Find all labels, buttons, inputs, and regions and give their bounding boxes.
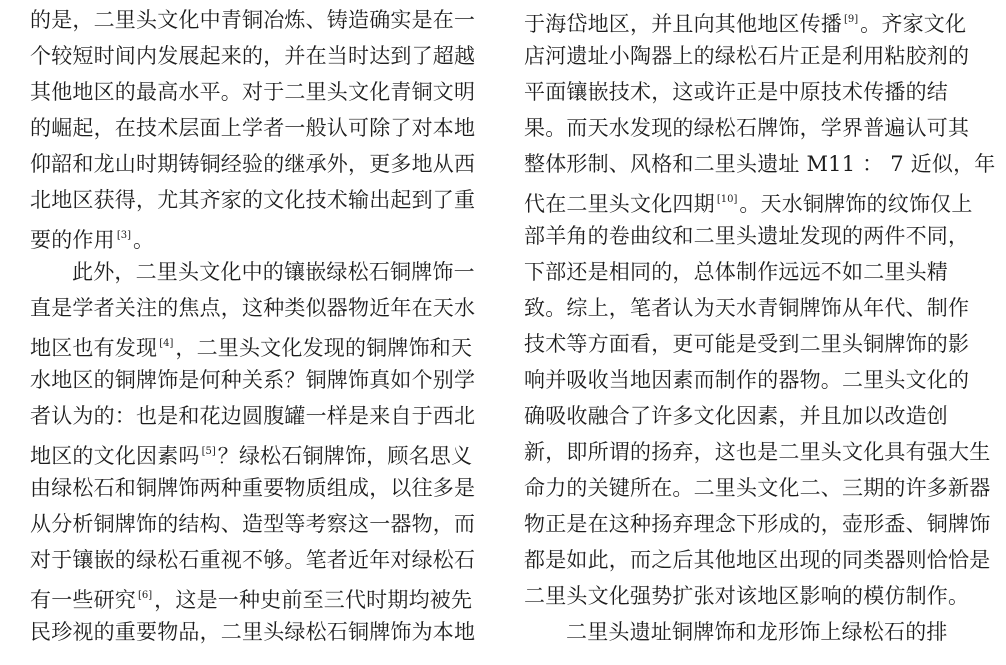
citation-superscript: [10] bbox=[716, 194, 738, 205]
right-column-line bbox=[524, 434, 990, 470]
line-text: 地区也有发现 bbox=[30, 336, 158, 360]
right-column-line bbox=[524, 182, 973, 218]
right-column-line bbox=[524, 542, 990, 578]
left-column-line bbox=[30, 542, 475, 578]
line-text: 者认为的：也是和花边圆腹罐一样是来自于西北 bbox=[30, 404, 476, 428]
right-column-line bbox=[524, 110, 969, 146]
left-column-line bbox=[30, 110, 475, 146]
line-text: 技术等方面看，更可能是受到二里头铜牌饰的影 bbox=[524, 332, 970, 356]
line-text-continued: 。天水铜牌饰的纹饰仅上 bbox=[739, 192, 973, 216]
right-column-line bbox=[524, 506, 990, 542]
left-column-line bbox=[30, 254, 475, 290]
left-column-line bbox=[30, 38, 475, 74]
citation-superscript: [6] bbox=[138, 590, 153, 601]
right-column-line bbox=[524, 218, 969, 254]
line-text: 响并吸收当地因素而制作的器物。二里头文化的 bbox=[524, 368, 970, 392]
citation-superscript: [5] bbox=[201, 446, 216, 457]
line-text: 北地区获得，尤其齐家的文化技术输出起到了重 bbox=[30, 188, 476, 212]
line-text: 其他地区的最高水平。对于二里头文化青铜文明 bbox=[30, 80, 476, 104]
line-text: 个较短时间内发展起来的，并在当时达到了超越 bbox=[30, 44, 476, 68]
line-text: 致。综上，笔者认为天水青铜牌饰从年代、制作 bbox=[524, 296, 970, 320]
right-column-line bbox=[524, 614, 948, 650]
line-text: 确吸收融合了许多文化因素，并且加以改造创 bbox=[524, 404, 948, 428]
right-column-line bbox=[524, 38, 969, 74]
line-text: 物正是在这种扬弃理念下形成的，壶形盉、铜牌饰 bbox=[524, 512, 991, 536]
left-column-line bbox=[30, 218, 154, 254]
line-text: 要的作用 bbox=[30, 228, 115, 252]
line-text: 由绿松石和铜牌饰两种重要物质组成，以往多是 bbox=[30, 476, 476, 500]
left-column-line bbox=[30, 362, 475, 398]
line-text: 直是学者关注的焦点，这种类似器物近年在天水 bbox=[30, 296, 476, 320]
line-text: 水地区的铜牌饰是何种关系？铜牌饰真如个别学 bbox=[30, 368, 476, 392]
line-text: 有一些研究 bbox=[30, 588, 136, 612]
left-column-line bbox=[30, 470, 475, 506]
line-text: 的是，二里头文化中青铜冶炼、铸造确实是在一 bbox=[30, 8, 476, 32]
right-column-line bbox=[524, 290, 969, 326]
right-column-line bbox=[524, 74, 948, 110]
line-text: 民珍视的重要物品，二里头绿松石铜牌饰为本地 bbox=[30, 620, 476, 644]
line-text: 代在二里头文化四期 bbox=[524, 192, 715, 216]
line-text: 店河遗址小陶器上的绿松石片正是利用粘胶剂的 bbox=[524, 44, 970, 68]
left-column-line bbox=[30, 506, 475, 542]
line-text-continued: 。齐家文化 bbox=[860, 12, 967, 36]
line-text: 二里头遗址铜牌饰和龙形饰上绿松石的排 bbox=[566, 620, 948, 644]
line-text: 平面镶嵌技术，这或许正是中原技术传播的结 bbox=[524, 80, 948, 104]
left-column-line bbox=[30, 74, 475, 110]
citation-superscript: [4] bbox=[159, 338, 174, 349]
line-text: 从分析铜牌饰的结构、造型等考察这一器物，而 bbox=[30, 512, 476, 536]
line-text: 部羊角的卷曲纹和二里头遗址发现的两件不同， bbox=[524, 224, 970, 248]
left-column-line bbox=[30, 182, 475, 218]
right-column-line bbox=[524, 326, 969, 362]
line-text: 对于镶嵌的绿松石重视不够。笔者近年对绿松石 bbox=[30, 548, 476, 572]
left-column-line bbox=[30, 146, 475, 182]
line-text: 都是如此，而之后其他地区出现的同类器则恰恰是 bbox=[524, 548, 991, 572]
right-column-line bbox=[524, 398, 948, 434]
line-text: 果。而天水发现的绿松石牌饰，学界普遍认可其 bbox=[524, 116, 970, 140]
line-text-continued: ，二里头文化发现的铜牌饰和天 bbox=[175, 336, 473, 360]
line-text: 新，即所谓的扬弃，这也是二里头文化具有强大生 bbox=[524, 440, 991, 464]
line-text: 仰韶和龙山时期铸铜经验的继承外，更多地从西 bbox=[30, 152, 476, 176]
left-column-line bbox=[30, 326, 472, 362]
right-column-line bbox=[524, 2, 966, 38]
line-text: 此外，二里头文化中的镶嵌绿松石铜牌饰一 bbox=[72, 260, 475, 284]
line-text: 于海岱地区，并且向其他地区传播 bbox=[524, 12, 842, 36]
right-column-line bbox=[524, 362, 969, 398]
line-text-continued: 。 bbox=[132, 228, 155, 252]
right-column-line bbox=[524, 146, 995, 182]
line-text: 地区的文化因素吗 bbox=[30, 444, 200, 468]
citation-superscript: [3] bbox=[116, 230, 131, 241]
line-text-continued: ，这是一种史前至三代时期均被先 bbox=[154, 588, 473, 612]
left-column-line bbox=[30, 434, 472, 470]
right-column-line bbox=[524, 578, 969, 614]
line-text: 命力的关键所在。二里头文化二、三期的许多新器 bbox=[524, 476, 991, 500]
left-column-line bbox=[30, 290, 475, 326]
left-column-line bbox=[30, 398, 475, 434]
left-column-line bbox=[30, 578, 472, 614]
left-column-line bbox=[30, 614, 475, 650]
line-text: 下部还是相同的，总体制作远远不如二里头精 bbox=[524, 260, 948, 284]
right-column-line bbox=[524, 254, 948, 290]
line-text-continued: ？绿松石铜牌饰，顾名思义 bbox=[217, 444, 473, 468]
left-column-line bbox=[30, 2, 475, 38]
line-text: 整体形制、风格和二里头遗址 M11 ： 7 近似，年 bbox=[524, 152, 996, 176]
right-column-line bbox=[524, 470, 990, 506]
line-text: 的崛起，在技术层面上学者一般认可除了对本地 bbox=[30, 116, 476, 140]
citation-superscript: [9] bbox=[844, 14, 859, 25]
line-text: 二里头文化强势扩张对该地区影响的模仿制作。 bbox=[524, 584, 970, 608]
